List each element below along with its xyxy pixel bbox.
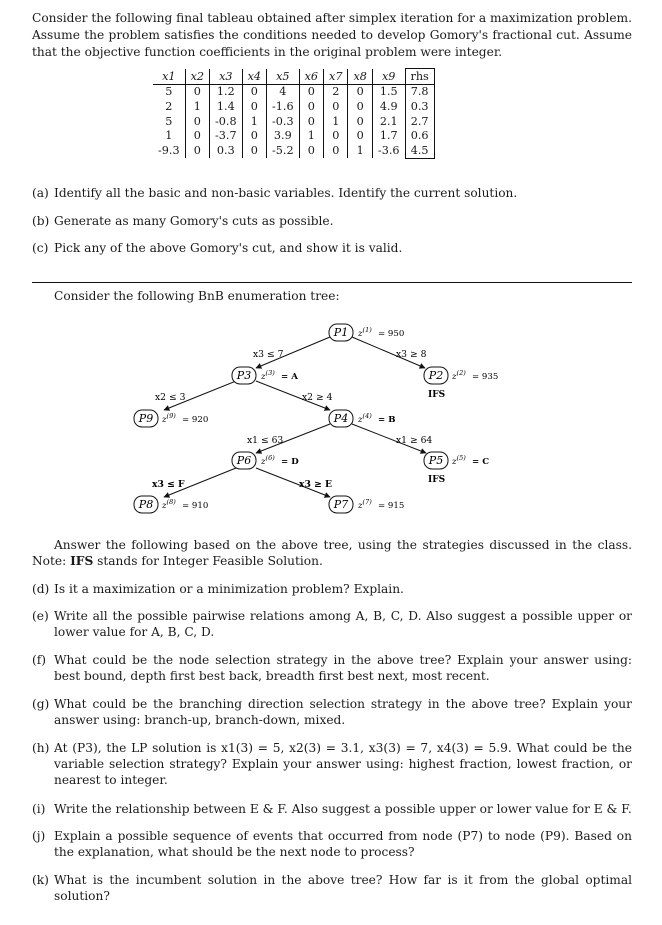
svg-text:z(5): $z^{(5)}$ [452, 454, 466, 467]
tableau-cell: 1 [299, 128, 323, 143]
tableau-cell: 1.2 [210, 84, 243, 99]
tableau-cell: -3.6 [377, 144, 400, 158]
svg-text:z(6): $z^{(6)}$ [261, 454, 275, 467]
svg-text:z(1): $z^{(1)}$ [358, 326, 372, 339]
tableau-cell: 0.6 [405, 128, 434, 143]
tableau-cell: 0.3 [210, 143, 243, 158]
question-label: (d) [32, 582, 50, 596]
tableau-cell: 7.8 [405, 84, 434, 99]
svg-text:z(9): $z^{(9)}$ [162, 412, 176, 425]
tableau-cell: -0.3 [267, 114, 300, 129]
tableau-cell: 2 [324, 84, 348, 99]
node-label: P1 [333, 326, 349, 339]
node-label: P2 [428, 369, 444, 382]
question-label: (b) [32, 214, 50, 228]
question-g: What could be the branching direction selection strategy in the above tree? Explain your answer using: branch-up, branch-down, mixed. [54, 697, 632, 727]
node-value-p4: = B [378, 415, 396, 425]
tableau-header: x8 [348, 69, 372, 85]
tableau-cell: 1 [348, 143, 372, 158]
node-label: P5 [428, 454, 444, 467]
question-k: What is the incumbent solution in the above tree? How far is it from the global optimal solution? [54, 873, 632, 903]
tableau-cell: 5 [153, 84, 185, 99]
tableau-header: x3 [210, 69, 243, 85]
question-h: At (P3), the LP solution is x1(3) = 5, x2(3) = 3.1, x3(3) = 7, x4(3) = 5.9. What could be the variable selection strategy? Explain your answer using: highest fraction, lowest fraction, or nearest to integer. [54, 741, 632, 787]
tableau-cell: 0 [299, 99, 323, 114]
question-e: Write all the possible pairwise relations among A, B, C, D. Also suggest a possible upper or lower value for A, B, C, D. [54, 609, 632, 639]
edge-label-x3-ge: x3 ≥ 8 [396, 349, 427, 360]
question-label: (g) [32, 697, 50, 711]
tableau-header: x2 [185, 69, 209, 85]
edge-label-x3-ge-e: x3 ≥ E [299, 479, 332, 490]
edge-label-x3-le: x3 ≤ 7 [253, 349, 284, 360]
tableau-cell: -3.7 [210, 128, 243, 143]
tableau-cell: 0 [242, 143, 266, 158]
tableau-cell: 0 [299, 143, 323, 158]
tableau-cell: 0 [348, 99, 372, 114]
node-value-p7: = 915 [378, 501, 405, 511]
question-i: Write the relationship between E & F. Also suggest a possible upper or lower value for E & F. [54, 802, 632, 816]
node-value-p5: = C [472, 457, 490, 467]
node-value-p3: = A [281, 372, 298, 382]
question-j: Explain a possible sequence of events that occurred from node (P7) to node (P9). Based on the explanation, what should be the next node to process? [54, 829, 632, 859]
note-lead: Answer the following based on the above tree, using the strategies discussed in the class. Note: [32, 538, 632, 568]
tableau-cell: -1.6 [267, 99, 300, 114]
svg-text:z(8): $z^{(8)}$ [162, 498, 176, 511]
svg-text:z(2): $z^{(2)}$ [452, 369, 466, 382]
tableau-cell: 0 [324, 128, 348, 143]
node-label: P3 [236, 369, 252, 382]
question-label: (c) [32, 241, 49, 255]
tableau-cell: 0 [242, 128, 266, 143]
node-label: P6 [236, 454, 252, 467]
question-a: Identify all the basic and non-basic variables. Identify the current solution. [54, 186, 518, 200]
node-value-p1: = 950 [378, 329, 405, 339]
tableau-cell: -0.8 [210, 114, 243, 129]
node-value-p6: = D [281, 457, 299, 467]
tableau-cell: 0 [324, 143, 348, 158]
note-tail: stands for Integer Feasible Solution. [97, 554, 323, 568]
tableau-cell: 1 [185, 99, 209, 114]
question-label: (f) [32, 653, 47, 667]
edge-label-x1-le: x1 ≤ 63 [247, 435, 284, 446]
tableau-cell: 0 [348, 128, 372, 143]
tableau-header: x4 [242, 69, 266, 85]
svg-text:z(3): $z^{(3)}$ [261, 369, 275, 382]
edge-label-x2-ge: x2 ≥ 4 [302, 392, 333, 403]
tableau-cell: 0 [324, 99, 348, 114]
tableau-cell: 2 [153, 99, 185, 114]
tableau-header: x5 [267, 69, 300, 85]
ifs-tag-p2: IFS [428, 390, 446, 400]
note-ifs: IFS [70, 554, 94, 568]
question-label: (h) [32, 741, 50, 755]
node-label: P4 [333, 412, 349, 425]
bnb-note [32, 537, 632, 569]
question-label: (j) [32, 829, 46, 843]
tableau-header: x6 [299, 69, 323, 85]
node-value-p9: = 920 [182, 415, 209, 425]
tableau-cell: -5.2 [267, 143, 300, 158]
tableau-cell: 0 [348, 114, 372, 129]
svg-text:z(4): $z^{(4)}$ [358, 412, 372, 425]
tableau-cell: 0 [185, 128, 209, 143]
tableau-cell: 1 [242, 114, 266, 129]
tableau-cell: 0 [299, 84, 323, 99]
tableau-cell: 4 [267, 84, 300, 99]
tableau-header: x7 [324, 69, 348, 85]
tableau-cell: 0 [185, 84, 209, 99]
tableau-header: x1 [153, 69, 185, 85]
intro-paragraph: Consider the following final tableau obtained after simplex iteration for a maximization problem. Assume the problem satisfies the conditions needed to develop Gomory's fractional cut. Assume that the objective function coefficients in the original problem were integer. [32, 11, 632, 59]
tableau-cell: 1 [153, 128, 185, 143]
tableau-cell: 0 [348, 84, 372, 99]
tableau-cell: 4.9 [379, 99, 398, 113]
tableau-header-rhs: rhs [405, 69, 434, 85]
bnb-intro: Consider the following BnB enumeration tree: [54, 289, 340, 303]
tableau-cell: 1.5 [379, 85, 398, 99]
tableau-cell: 0 [299, 114, 323, 129]
question-c: Pick any of the above Gomory's cut, and show it is valid. [54, 241, 403, 255]
question-label: (e) [32, 609, 49, 623]
tableau-cell: 2.1 [379, 114, 398, 128]
tableau-cell: 0.3 [405, 99, 434, 114]
tableau-cell: 1.7 [379, 129, 398, 143]
tableau-cell: 4.5 [405, 143, 434, 158]
node-label: P8 [138, 498, 154, 511]
tableau-cell: -9.3 [153, 143, 185, 158]
edge-label-x1-ge: x1 ≥ 64 [396, 435, 433, 446]
tableau-cell: 2.7 [405, 114, 434, 129]
tableau-cell: 3.9 [267, 128, 300, 143]
tableau-cell: 1.4 [210, 99, 243, 114]
tableau-cell: 5 [153, 114, 185, 129]
node-label: P9 [138, 412, 154, 425]
tableau-cell: 0 [242, 99, 266, 114]
question-label: (i) [32, 802, 46, 816]
edge-label-x3-le-f: x3 ≤ F [152, 479, 185, 490]
tableau-cell: 0 [185, 143, 209, 158]
question-d: Is it a maximization or a minimization problem? Explain. [54, 582, 404, 596]
tableau-cell: 0 [185, 114, 209, 129]
tableau-header: x9 [372, 69, 405, 85]
node-value-p2: = 935 [472, 372, 499, 382]
node-label: P7 [333, 498, 349, 511]
tableau-cell: 1 [324, 114, 348, 129]
question-b: Generate as many Gomory's cuts as possible. [54, 214, 334, 228]
tableau-cell: 0 [242, 84, 266, 99]
edge-label-x2-le: x2 ≤ 3 [155, 392, 186, 403]
node-value-p8: = 910 [182, 501, 209, 511]
question-label: (a) [32, 186, 49, 200]
svg-text:z(7): $z^{(7)}$ [358, 498, 372, 511]
question-f: What could be the node selection strategy in the above tree? Explain your answer using: best bound, depth first best back, breadth first best next, most recent. [54, 653, 632, 683]
ifs-tag-p5: IFS [428, 475, 446, 485]
question-label: (k) [32, 873, 49, 887]
